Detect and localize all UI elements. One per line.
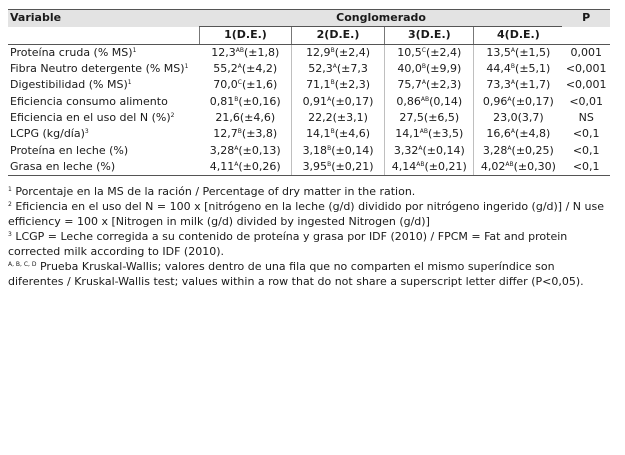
- cell-superscript: A: [327, 95, 332, 103]
- footnote-marker: A, B, C, D: [8, 260, 37, 268]
- cell-cluster-2: [291, 44, 384, 61]
- cell-mean: 0,96: [482, 94, 508, 108]
- row-label-text: Proteína cruda (% MS): [10, 45, 133, 59]
- cell-mean: 23,0: [493, 110, 518, 124]
- cell-p-value: <0,1: [572, 143, 600, 157]
- footnote-marker: 2: [8, 200, 12, 208]
- cell-sd: (±3,5): [428, 127, 464, 141]
- cell-cluster-2: [291, 159, 384, 176]
- cell-superscript: A: [237, 63, 242, 71]
- cell-mean: 0,81: [209, 94, 235, 108]
- cell-p-value: NS: [578, 110, 594, 124]
- table-row: [8, 159, 610, 176]
- cell-sd: (±4,6): [239, 110, 276, 124]
- cell-mean: 3,32: [393, 143, 419, 157]
- cell-cluster-1: [200, 61, 292, 77]
- cell-cluster-4: [474, 44, 563, 61]
- cell-sd: (±0,17): [331, 94, 374, 108]
- cell-superscript: A: [421, 79, 426, 87]
- cell-p-value: 0,001: [570, 45, 602, 59]
- cell-cluster-4: [474, 159, 563, 176]
- cell-mean: 40,0: [397, 62, 422, 76]
- cell-sd: (±1,5): [515, 45, 551, 59]
- cell-mean: 3,28: [482, 143, 508, 157]
- row-label-text: Fibra Neutro detergente (% MS): [10, 62, 185, 76]
- cell-superscript: A: [510, 79, 516, 87]
- cell-mean: 12,3: [211, 45, 236, 59]
- table-container: [8, 9, 610, 289]
- cell-mean: 71,1: [306, 78, 331, 92]
- cell-mean: 3,18: [302, 143, 328, 157]
- cell-superscript: A: [510, 46, 516, 54]
- table-row: [8, 142, 610, 158]
- cell-cluster-2: [291, 77, 384, 93]
- footnote-text: Porcentaje en la MS de la ración / Percentage of dry matter in the ration.: [11, 184, 416, 198]
- cell-cluster-4: [474, 126, 563, 142]
- cell-sd: (±3,1): [332, 110, 368, 124]
- cell-superscript: A: [510, 128, 516, 136]
- cell-superscript: B: [330, 79, 335, 87]
- cell-cluster-1: [200, 110, 292, 126]
- row-label-text: Eficiencia consumo alimento: [10, 94, 168, 108]
- row-label: [8, 159, 200, 176]
- cell-p-value: <0,1: [562, 159, 610, 176]
- cell-sd: (±0,13): [238, 143, 281, 157]
- cell-sd: (±0,17): [511, 94, 554, 108]
- row-label: [8, 93, 200, 109]
- row-label-text: LCPG (kg/día): [10, 127, 85, 141]
- header-p-empty: [562, 27, 610, 44]
- header-conglomerado: Conglomerado: [200, 10, 563, 27]
- cell-cluster-4: [474, 93, 563, 109]
- cell-sd: (±4,6): [334, 127, 370, 141]
- cell-mean: 27,5: [399, 110, 424, 124]
- cell-superscript: A: [234, 144, 239, 152]
- cell-sd: (±2,3): [334, 78, 370, 92]
- cell-p-value: <0,01: [569, 94, 604, 108]
- row-label: [8, 142, 200, 158]
- cell-cluster-3: [385, 61, 474, 77]
- row-label: [8, 61, 200, 77]
- results-table: [8, 9, 610, 176]
- cell-mean: 4,02: [480, 159, 506, 173]
- cell-superscript: AB: [235, 46, 244, 54]
- cell-cluster-4: [474, 77, 563, 93]
- header-cluster-1: 1(D.E.): [200, 27, 292, 44]
- cell-sd: (±7,3: [336, 62, 368, 76]
- cell-cluster-1: [200, 126, 292, 142]
- cell-cluster-1: [200, 93, 292, 109]
- row-label-text: Digestibilidad (% MS): [10, 78, 128, 92]
- row-label: [8, 77, 200, 93]
- cell-sd: (±3,8): [241, 127, 278, 141]
- cell-cluster-2: [291, 61, 384, 77]
- cell-sd: (±5,1): [515, 62, 551, 76]
- cell-mean: 3,95: [302, 159, 328, 173]
- cell-superscript: C: [237, 79, 242, 87]
- header-row-clusters: [8, 27, 610, 44]
- cell-superscript: B: [237, 128, 242, 136]
- cell-mean: 75,7: [397, 78, 422, 92]
- header-variable: Variable: [8, 10, 200, 27]
- cell-superscript: AB: [505, 160, 514, 168]
- cell-superscript: B: [330, 128, 335, 136]
- cell-sd: (±0,14): [422, 143, 465, 157]
- cell-superscript: C: [421, 46, 426, 54]
- footnote: [8, 229, 608, 259]
- header-cluster-4: 4(D.E.): [474, 27, 563, 44]
- cell-superscript: B: [330, 46, 335, 54]
- cell-cluster-2: [291, 93, 384, 109]
- cell-sd: (±4,8): [515, 127, 551, 141]
- row-label-text: Grasa en leche (%): [10, 159, 116, 173]
- footnotes: [8, 184, 608, 289]
- row-label-text: Proteína en leche (%): [10, 143, 129, 157]
- cell-superscript: A: [418, 144, 423, 152]
- row-label: [8, 110, 200, 126]
- cell-sd: (±9,9): [425, 62, 462, 76]
- cell-mean: 21,6: [215, 110, 240, 124]
- cell-superscript: B: [421, 63, 426, 71]
- cell-superscript: A: [234, 160, 239, 168]
- table-row: [8, 93, 610, 109]
- cell-superscript: A: [507, 95, 512, 103]
- footnote: [8, 199, 608, 229]
- cell-sd: (±1,6): [241, 78, 278, 92]
- cell-sd: (±0,30): [513, 159, 556, 173]
- cell-superscript: B: [234, 95, 239, 103]
- cell-sd: (±0,16): [238, 94, 281, 108]
- cell-cluster-3: [385, 44, 474, 61]
- cell-mean: 73,3: [486, 78, 511, 92]
- cell-superscript: B: [327, 144, 332, 152]
- cell-cluster-1: [200, 159, 292, 176]
- cell-cluster-3: [385, 93, 474, 109]
- cell-sd: (±0,25): [511, 143, 554, 157]
- footnote-marker: 1: [8, 185, 12, 193]
- table-row: [8, 77, 610, 93]
- cell-cluster-3: [385, 77, 474, 93]
- footnote: [8, 259, 608, 289]
- header-cluster-2: 2(D.E.): [291, 27, 384, 44]
- cell-mean: 70,0: [213, 78, 238, 92]
- cell-cluster-4: [474, 110, 563, 126]
- cell-superscript: A: [332, 63, 337, 71]
- cell-cluster-1: [200, 142, 292, 158]
- header-empty: [8, 27, 200, 44]
- cell-cluster-3: [385, 142, 474, 158]
- cell-cluster-1: [200, 77, 292, 93]
- cell-superscript: B: [510, 63, 516, 71]
- table-row: [8, 44, 610, 61]
- cell-cluster-4: [474, 61, 563, 77]
- cell-mean: 22,2: [308, 110, 333, 124]
- table-body: [8, 44, 610, 175]
- cell-sd: (±0,26): [238, 159, 281, 173]
- cell-cluster-3: [385, 126, 474, 142]
- table-row: [8, 126, 610, 142]
- cell-mean: 3,28: [209, 143, 235, 157]
- cell-sd: (±1,8): [243, 45, 280, 59]
- cell-sd: (±0,21): [424, 159, 467, 173]
- row-label-footnote-ref: 1: [127, 79, 132, 87]
- row-label-text: Eficiencia en el uso del N (%): [10, 110, 171, 124]
- cell-mean: 10,5: [397, 45, 422, 59]
- cell-sd: (3,7): [517, 110, 544, 124]
- cell-mean: 55,2: [213, 62, 238, 76]
- table-row: [8, 110, 610, 126]
- footnote: [8, 184, 608, 199]
- header-cluster-3: 3(D.E.): [385, 27, 474, 44]
- cell-mean: 0,86: [396, 94, 421, 108]
- cell-superscript: AB: [419, 128, 429, 136]
- cell-mean: 14,1: [395, 127, 420, 141]
- cell-mean: 44,4: [486, 62, 511, 76]
- cell-mean: 12,9: [306, 45, 331, 59]
- footnote-text: Prueba Kruskal-Wallis; valores dentro de una fila que no comparten el mismo superíndice son diferentes / Kruskal-Wallis test; values within a row that do not share a superscript letter differ (P<0,05).: [8, 259, 584, 288]
- cell-sd: (±0,14): [331, 143, 374, 157]
- row-label: [8, 44, 200, 61]
- cell-sd: (±6,5): [423, 110, 460, 124]
- cell-superscript: A: [507, 144, 512, 152]
- cell-mean: 16,6: [486, 127, 511, 141]
- cell-superscript: AB: [416, 160, 425, 168]
- cell-mean: 4,11: [209, 159, 235, 173]
- header-p: P: [562, 10, 610, 27]
- cell-sd: (±1,7): [515, 78, 551, 92]
- cell-mean: 13,5: [486, 45, 511, 59]
- row-label-footnote-ref: 2: [170, 111, 175, 119]
- cell-sd: (±0,21): [331, 159, 374, 173]
- cell-sd: (±2,4): [426, 45, 462, 59]
- cell-cluster-3: [385, 110, 474, 126]
- cell-p-value: <0,001: [565, 78, 607, 92]
- cell-cluster-2: [291, 142, 384, 158]
- row-label-footnote-ref: 1: [132, 46, 137, 54]
- cell-cluster-1: [200, 44, 292, 61]
- cell-mean: 0,91: [302, 94, 328, 108]
- cell-p-value: <0,1: [572, 127, 600, 141]
- cell-p-value: <0,001: [565, 62, 607, 76]
- footnote-text: Eficiencia en el uso del N = 100 x [nitrógeno en la leche (g/d) dividido por nitrógeno ingerido (g/d)] / N use efficiency = 100 x [Nitrogen in milk (g/d) divided by ingested Nitrogen (g/d)]: [8, 199, 604, 228]
- cell-sd: (±2,3): [425, 78, 462, 92]
- cell-mean: 14,1: [306, 127, 331, 141]
- row-label: [8, 126, 200, 142]
- row-label-footnote-ref: 1: [184, 63, 189, 71]
- cell-cluster-2: [291, 126, 384, 142]
- cell-sd: (±2,4): [334, 45, 370, 59]
- row-label-footnote-ref: 3: [84, 128, 89, 136]
- cell-cluster-4: [474, 142, 563, 158]
- footnote-text: LCGP = Leche corregida a su contenido de proteína y grasa por IDF (2010) / FPCM = Fat and protein corrected milk according to IDF (2010).: [8, 229, 568, 258]
- footnote-marker: 3: [8, 230, 12, 238]
- cell-cluster-2: [291, 110, 384, 126]
- cell-superscript: AB: [420, 95, 430, 103]
- header-row-top: [8, 10, 610, 27]
- cell-mean: 12,7: [213, 127, 238, 141]
- cell-sd: (0,14): [429, 94, 463, 108]
- cell-cluster-3: [385, 159, 474, 176]
- cell-sd: (±4,2): [241, 62, 278, 76]
- cell-mean: 52,3: [308, 62, 333, 76]
- table-row: [8, 61, 610, 77]
- cell-mean: 4,14: [391, 159, 417, 173]
- cell-superscript: B: [327, 160, 332, 168]
